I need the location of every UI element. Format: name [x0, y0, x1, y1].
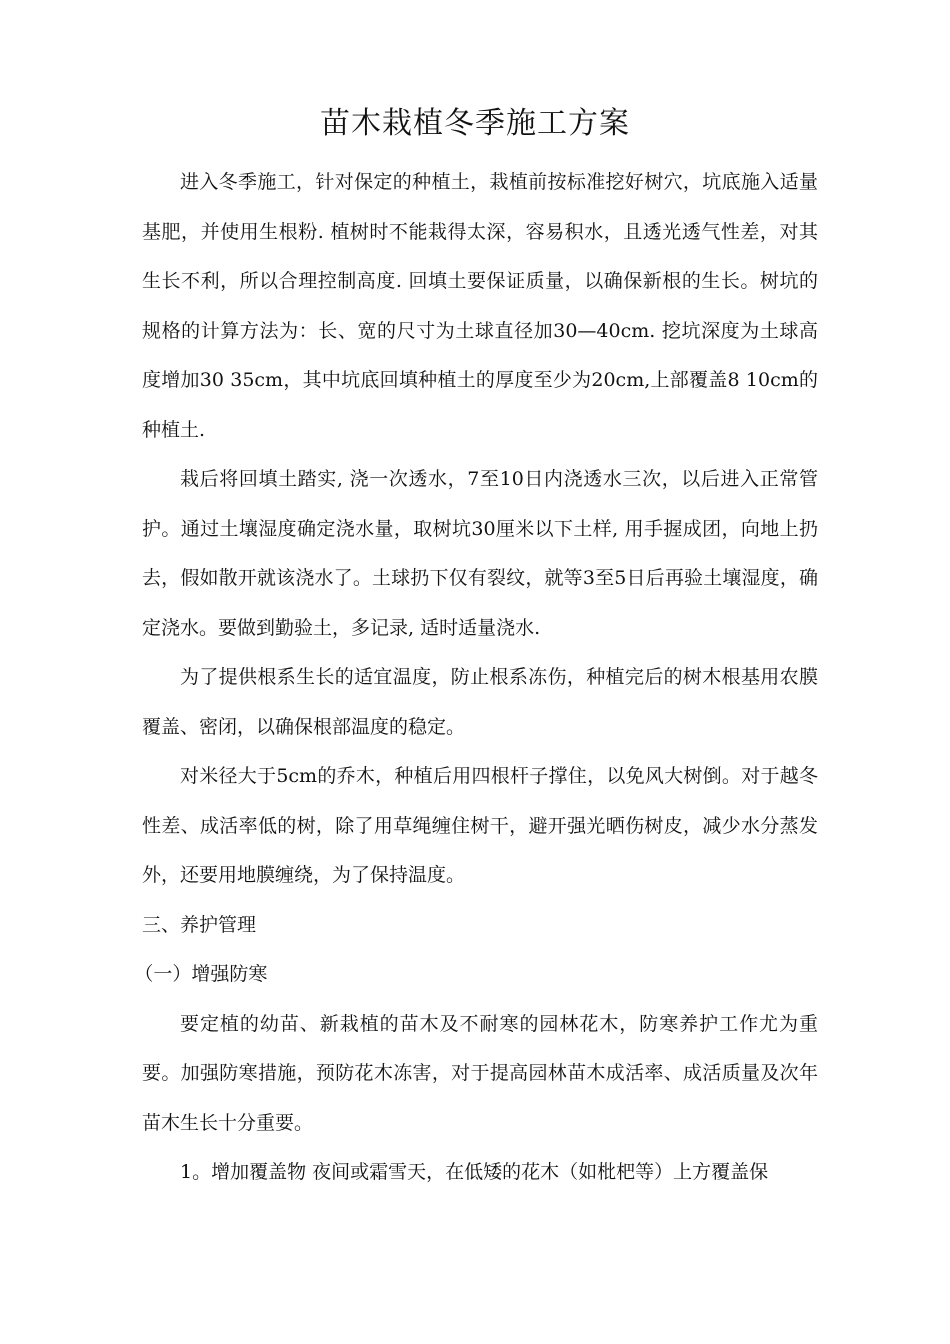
section-heading: 三、养护管理: [142, 913, 257, 936]
document-body: [134, 158, 818, 1198]
paragraph-cold-protection: 要定植的幼苗、新栽植的苗木及不耐寒的园林花木，防寒养护工作尤为重要。加强防寒措施，预防花木冻害，对于提高园林苗木成活率、成活质量及次年苗木生长十分重要。: [142, 1012, 818, 1134]
paragraph-tree-support: 对米径大于5cm的乔木，种植后用四根杆子撑住，以免风大树倒。对于越冬性差、成活率低的树，除了用草绳缠住树干，避开强光晒伤树皮，减少水分蒸发外，还要用地膜缠绕，为了保持温度。: [142, 765, 818, 886]
paragraph-root-protection: 为了提供根系生长的适宜温度，防止根系冻伤，种植完后的树木根基用农膜覆盖、密闭，以确保根部温度的稳定。: [142, 666, 818, 738]
paragraph-planting-pits: 进入冬季施工，针对保定的种植土，栽植前按标准挖好树穴，坑底施入适量基肥，并使用生根粉. 植树时不能栽得太深，容易积水，且透光透气性差，对其生长不利，所以合理控制高度. 回填土要保证质量，以确保新根的生长。树坑的规格的计算方法为：长、宽的尺寸为土球直径加30—40cm. 挖坑深度为土球高度增加30 35cm，其中坑底回填种植土的厚度至少为20cm,上部覆盖8 10cm的种植土.: [142, 171, 818, 441]
paragraph-watering: 栽后将回填土踏实, 浇一次透水，7至10日内浇透水三次，以后进入正常管护。通过土壤湿度确定浇水量，取树坑30厘米以下土样, 用手握成团，向地上扔去，假如散开就该浇水了。土球扔下仅有裂纹，就等3至5日后再验土壤湿度，确定浇水。要做到勤验土，多记录, 适时适量浇水.: [142, 468, 818, 639]
document-title: 苗木栽植冬季施工方案: [320, 106, 630, 141]
paragraph-cover-material: 1。增加覆盖物 夜间或霜雪天，在低矮的花木（如枇杷等）上方覆盖保: [180, 1161, 769, 1183]
subsection-heading: （一）增强防寒: [134, 963, 268, 985]
